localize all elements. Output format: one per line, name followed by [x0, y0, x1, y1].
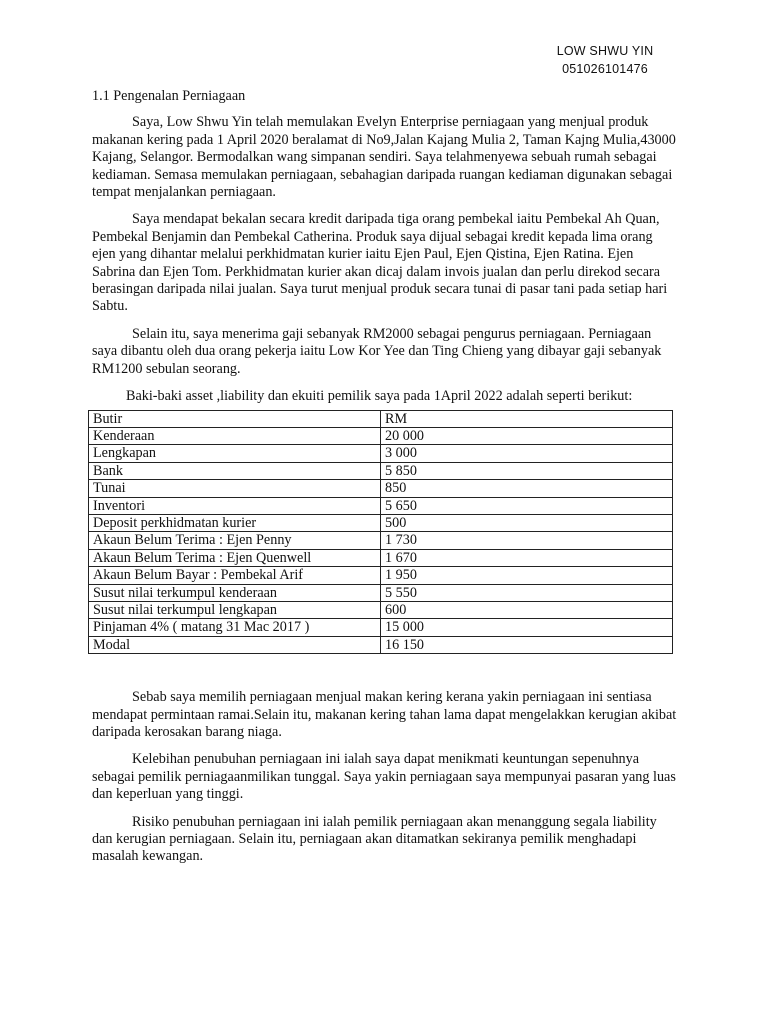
balances-table: [88, 410, 673, 655]
table-row: [89, 497, 673, 514]
table-cell-item: Susut nilai terkumpul lengkapan: [89, 601, 381, 618]
table-cell-amount: 600: [381, 601, 673, 618]
table-cell-amount: 1 950: [381, 567, 673, 584]
table-cell-amount: 1 670: [381, 549, 673, 566]
table-cell-item: Akaun Belum Terima : Ejen Quenwell: [89, 549, 381, 566]
table-intro: Baki-baki asset ,liability dan ekuiti pemilik saya pada 1April 2022 adalah seperti berikut:: [126, 388, 633, 405]
table-header-amount: RM: [381, 410, 673, 427]
table-cell-item: Lengkapan: [89, 445, 381, 462]
table-cell-item: Bank: [89, 462, 381, 479]
table-row: [89, 462, 673, 479]
table-cell-item: Deposit perkhidmatan kurier: [89, 514, 381, 531]
table-cell-item: Susut nilai terkumpul kenderaan: [89, 584, 381, 601]
table-row: [89, 601, 673, 618]
table-cell-item: Modal: [89, 636, 381, 653]
table-cell-amount: 5 850: [381, 462, 673, 479]
paragraph-salary-workers: Selain itu, saya menerima gaji sebanyak RM2000 sebagai pengurus perniagaan. Perniagaan saya dibantu oleh dua orang pekerja iaitu Low Kor Yee dan Ting Chieng yang dibayar gaji sebanyak RM1200 sebulan seorang.: [92, 325, 662, 377]
table-row: [89, 584, 673, 601]
table-cell-amount: 5 650: [381, 497, 673, 514]
table-cell-amount: 15 000: [381, 619, 673, 636]
paragraph-advantage: Kelebihan penubuhan perniagaan ini ialah saya dapat menikmati keuntungan sepenuhnya sebagai pemilik perniagaanmilikan tunggal. Saya yakin perniagaan saya mempunyai pasaran yang luas dan keperluan yang tinggi.: [92, 751, 676, 803]
paragraph-reason: Sebab saya memilih perniagaan menjual makan kering kerana yakin perniagaan ini sentiasa mendapat permintaan ramai.Selain itu, makanan kering tahan lama dapat mengelakkan kerugian akibat daripada kerosakan barang niaga.: [92, 689, 677, 740]
table-cell-item: Tunai: [89, 480, 381, 497]
author-id-number: 051026101476: [562, 62, 648, 76]
table-row: [89, 445, 673, 462]
table-cell-item: Pinjaman 4% ( matang 31 Mac 2017 ): [89, 619, 381, 636]
table-row: [89, 549, 673, 566]
table-cell-item: Kenderaan: [89, 427, 381, 444]
table-row: [89, 636, 673, 653]
author-name: LOW SHWU YIN: [556, 44, 654, 58]
table-cell-item: Inventori: [89, 497, 381, 514]
table-row: [89, 619, 673, 636]
table-header-row: [89, 410, 673, 427]
table-row: [89, 532, 673, 549]
section-title: 1.1 Pengenalan Perniagaan: [92, 88, 246, 104]
document-body: [92, 88, 678, 876]
table-cell-amount: 3 000: [381, 445, 673, 462]
table-cell-amount: 16 150: [381, 636, 673, 653]
table-row: [89, 427, 673, 444]
paragraph-suppliers-agents: Saya mendapat bekalan secara kredit daripada tiga orang pembekal iaitu Pembekal Ah Quan, Pembekal Benjamin dan Pembekal Catherina. Produk saya dijual sebagai kredit kepada lima orang ejen yang dihantar melalui perkhidmatan kurier iaitu Ejen Paul, Ejen Qistina, Ejen Ratina. Ejen Sabrina dan Ejen Tom. Perkhidmatan kurier akan dicaj dalam invois jualan dan perlu direkod secara berasingan daripada nilai jualan. Saya turut menjual produk secara tunai di pasar tani pada setiap hari Sabtu.: [92, 211, 668, 315]
table-cell-amount: 5 550: [381, 584, 673, 601]
table-header-item: Butir: [89, 410, 381, 427]
table-cell-item: Akaun Belum Bayar : Pembekal Arif: [89, 567, 381, 584]
table-row: [89, 567, 673, 584]
author-header: [520, 42, 690, 78]
table-cell-item: Akaun Belum Terima : Ejen Penny: [89, 532, 381, 549]
table-row: [89, 514, 673, 531]
table-row: [89, 480, 673, 497]
paragraph-risk: Risiko penubuhan perniagaan ini ialah pemilik perniagaan akan menanggung segala liability dan kerugian perniagaan. Selain itu, perniagaan akan ditamatkan sekiranya pemilik menghadapi masalah kewangan.: [92, 813, 657, 865]
table-cell-amount: 500: [381, 514, 673, 531]
table-cell-amount: 1 730: [381, 532, 673, 549]
table-cell-amount: 850: [381, 480, 673, 497]
table-cell-amount: 20 000: [381, 427, 673, 444]
post-table-section: [92, 689, 678, 866]
paragraph-business-intro: Saya, Low Shwu Yin telah memulakan Evelyn Enterprise perniagaan yang menjual produk makanan kering pada 1 April 2020 beralamat di No9,Jalan Kajang Mulia 2, Taman Kajng Mulia,43000 Kajang, Selangor. Bermodalkan wang simpanan sendiri. Saya telahmenyewa sebuah rumah sebagai kediaman. Semasa memulakan perniagaan, sebahagian daripada ruangan kediaman digunakan sebagai tempat menjalankan perniagaan.: [92, 114, 676, 201]
